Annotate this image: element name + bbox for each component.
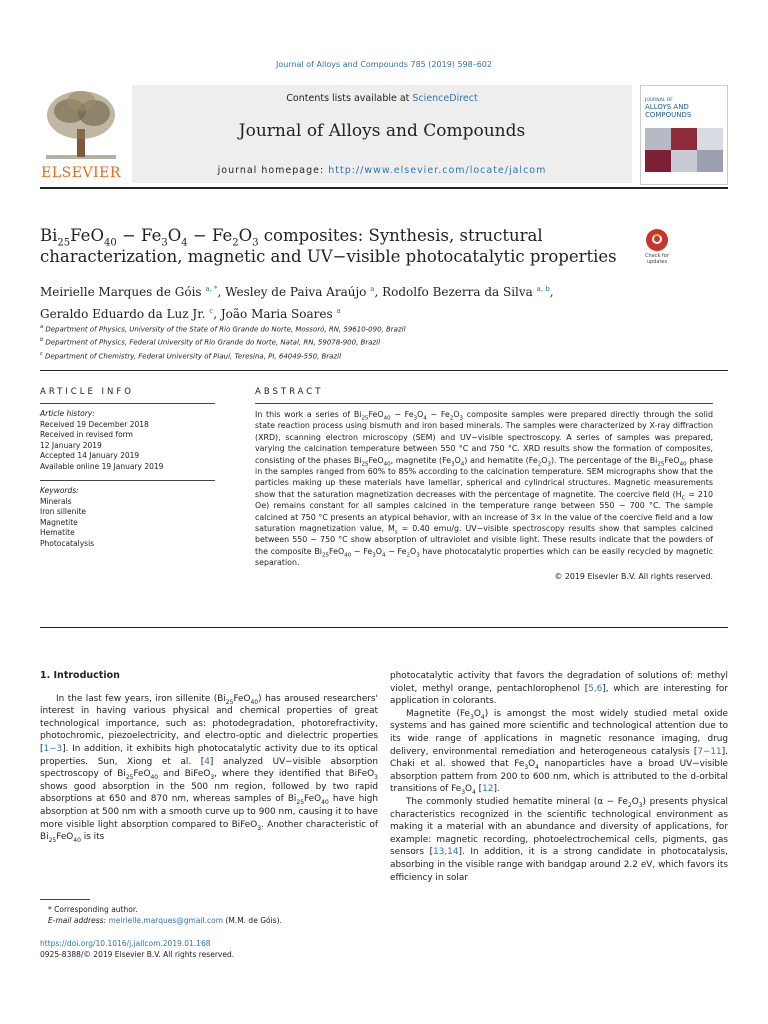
author-name: João Maria Soares <box>220 307 333 321</box>
doi-block <box>40 938 234 960</box>
issn-copyright: 0925-8388/© 2019 Elsevier B.V. All rights reserved. <box>40 950 235 959</box>
journal-citation-link[interactable]: Journal of Alloys and Compounds 785 (2019) 598–602 <box>276 60 492 69</box>
keyword: Magnetite <box>40 517 78 527</box>
doi-link[interactable]: https://doi.org/10.1016/j.jallcom.2019.01.168 <box>40 939 211 948</box>
corresponding-author-footnote: * Corresponding author. E-mail address: meirielle.marques@gmail.com (M.M. de Góis). <box>48 905 282 925</box>
keyword: Photocatalysis <box>40 538 95 548</box>
journal-header <box>40 85 728 188</box>
publisher-name: ELSEVIER <box>41 165 121 181</box>
cover-title: JOURNAL OF ALLOYS AND COMPOUNDS <box>645 98 692 119</box>
section-heading: 1. Introduction <box>40 670 120 681</box>
reference-link[interactable]: 4 <box>204 756 210 767</box>
reference-link[interactable]: 13,14 <box>433 847 459 858</box>
journal-homepage: journal homepage: http://www.elsevier.com/locate/jalcom <box>217 165 547 176</box>
sciencedirect-link[interactable]: ScienceDirect <box>412 93 478 104</box>
journal-cover-image <box>640 85 728 185</box>
header-rule <box>40 187 728 189</box>
check-updates-label: Check for updates <box>645 253 669 265</box>
paragraph: photocatalytic activity that favors the degradation of solutions of: methyl violet, methyl orange, pentachlorophenol [5,6], which are interesting for application in colorants. <box>390 671 728 707</box>
paragraph: Magnetite $(Fe_3O_4)$ is amongst the most widely studied metal oxide systems and has gained more scientific and technological attention due to its wide range of applications in magnetic resonance imaging, drug delivery, environmental remediation and heterogeneous catalysis [7−11]. Chaki et al. showed that $Fe_3O_4$ nanoparticles have a broad UV−visible absorption pattern from 200 to 600 nm, which is attributed to the d-orbital transitions of $Fe_3O_4$ [12]. <box>390 708 729 797</box>
keyword: Iron sillenite <box>40 507 87 516</box>
cover-graphic <box>645 128 723 174</box>
abstract-heading: ABSTRACT <box>255 387 324 397</box>
article-title: $Bi_{25}FeO_{40} - Fe_3O_4 - Fe_2O_3$ composites: Synthesis, structural characterization, magnetic and UV−visible photocatalytic properties <box>40 226 617 266</box>
journal-title: Journal of Alloys and Compounds <box>238 121 526 141</box>
affiliation: $^c$ Department of Chemistry, Federal University of Piauí, Teresina, PI, 64049-550, Brazil <box>40 350 342 360</box>
author-email-link[interactable]: meirielle.marques@gmail.com <box>108 916 224 925</box>
reference-link[interactable]: 7−11 <box>697 746 722 757</box>
author-name: Wesley de Paiva Araújo <box>225 285 367 299</box>
paragraph: In the last few years, iron sillenite $(Bi_{25}FeO_{40})$ has aroused researchers' interest in having various physical and chemical properties of great technological importance, such as: photodegradation, photorefractivity, photochromic, piezoelectricity, and electro-optic and dielectric properties [1−3]. In addition, it exhibits high photocatalytic activity due to its optical properties. Sun, Xiong et al. [4] analyzed UV−visible absorption spectroscopy of $Bi_{25}FeO_{40}$ and BiFeO$_3$, where they identified that BiFeO$_3$ shows good absorption in the 500 nm region, followed by two rapid absorptions at 650 and 870 nm, whereas samples of $Bi_{25}FeO_{40}$ have high absorption at 500 nm with a smooth curve up to 900 nm, causing it to have more visible light absorption compared to BiFeO$_3$. Another characteristic of $Bi_{25}FeO_{40}$ is its <box>40 693 378 844</box>
affiliation: $^a$ Department of Physics, University of the State of Rio Grande do Norte, Mossoró, RN, 59610-090, Brazil <box>40 324 406 334</box>
body-column-left <box>40 670 378 844</box>
author-list: Meirielle Marques de Góis $^{a, *}$, Wesley de Paiva Araújo $^a$, Rodolfo Bezerra da Silva $^{a, b}$, Geraldo Eduardo da Luz Jr. $^c$, João Maria Soares $^a$ <box>40 285 554 321</box>
author-name: Meirielle Marques de Góis <box>40 285 202 299</box>
check-updates-icon <box>646 229 668 251</box>
author-affiliation-link[interactable]: a, * <box>205 285 218 293</box>
elsevier-logo <box>40 85 122 183</box>
reference-link[interactable]: 5,6 <box>588 683 603 694</box>
author-affiliation-link[interactable]: c <box>209 307 214 315</box>
author-affiliation-link[interactable]: a <box>336 307 341 315</box>
keyword: Hematite <box>40 528 75 537</box>
author-name: Geraldo Eduardo da Luz Jr. <box>40 307 206 321</box>
affiliation: $^b$ Department of Physics, Federal University of Rio Grande do Norte, Natal, RN, 59078-900, Brazil <box>40 337 381 347</box>
author-name: Rodolfo Bezerra da Silva <box>382 285 533 299</box>
abstract-copyright: © 2019 Elsevier B.V. All rights reserved. <box>554 571 713 581</box>
body-column-right <box>390 670 728 884</box>
affiliations-rule <box>40 370 728 371</box>
footnote-rule <box>40 899 90 900</box>
reference-link[interactable]: 1−3 <box>43 743 63 754</box>
article-info-heading: ARTICLE INFO <box>40 387 134 397</box>
keywords-list: Keywords: Minerals Iron sillenite Magnetite Hematite Photocatalysis <box>40 480 215 549</box>
abstract-text: In this work a series of $Bi_{25}FeO_{40} - Fe_3O_4 - Fe_2O_3$ composite samples were prepared directly through the solid state reaction process using bismuth and iron based minerals. The samples were characterized by X-ray diffraction (XRD), scanning electron microscopy (SEM) and UV−visible spectroscopy. A series of samples was prepared, varying the calcination temperature between 550 °C and 750 °C. XRD results show the formation of composites, consisting of the phases $Bi_{25}FeO_{40}$, magnetite $(Fe_3O_4)$ and hematite $(Fe_2O_3)$. The percentage of the $Bi_{25}FeO_{40}$ phase in the samples ranged from 60% to 85% according to the calcination temperature. SEM micrographs show that the particles making up these materials have lamellar, spherical and cylindrical structures. Magnetic measurements show that the saturation magnetization decreases with the percentage of magnetite. The coercive field ($H_C = 210$ Oe) remains constant for all samples calcined in the temperature range between 550 − 700 °C. The sample calcined at 750 °C presents an atypical behavior, with an increase of 3× in the value of the coercive field and a low saturation magnetization value, $M_s = 0.40$ emu/g. UV−visible spectroscopy results show that samples calcined between 550 − 750 °C show absorption of ultraviolet and visible light. These results indicate that the powders of the composite $Bi_{25}FeO_{40} - Fe_3O_4 - Fe_2O_3$ have photocatalytic properties which can be easily recycled by magnetic separation. © 2019 Elsevier B.V. All rights reserved. <box>255 403 713 582</box>
contents-line: Contents lists available at ScienceDirect <box>286 93 478 104</box>
reference-link[interactable]: 12 <box>482 784 494 795</box>
elsevier-tree-icon <box>40 85 122 163</box>
keyword: Minerals <box>40 496 72 506</box>
affiliation-list <box>40 322 680 362</box>
abstract-rule <box>40 627 728 628</box>
journal-header-box <box>132 85 632 183</box>
paragraph: The commonly studied hematite mineral $(\alpha - Fe_2O_3)$ presents physical characteristics recognized in the scientific technological environment as making it a material with an abundance and diversity of applications, for example: magnetic recording, photoelectrochemical cells, pigments, gas sensors [13,14]. In addition, it is a strong candidate in photocatalysis, absorbing in the visible range with bandgap around 2.2 eV, which favors its efficiency in solar <box>390 796 728 883</box>
author-affiliation-link[interactable]: a, b <box>536 285 550 293</box>
article-info-panel <box>40 403 215 549</box>
article-history: Article history: Received 19 December 2018 Received in revised form 12 January 2019 Accepted 14 January 2019 Available online 19 January 2019 <box>40 403 215 472</box>
check-for-updates-button[interactable] <box>638 229 676 267</box>
journal-homepage-link[interactable]: http://www.elsevier.com/locate/jalcom <box>328 165 547 176</box>
author-affiliation-link[interactable]: a <box>370 285 375 293</box>
